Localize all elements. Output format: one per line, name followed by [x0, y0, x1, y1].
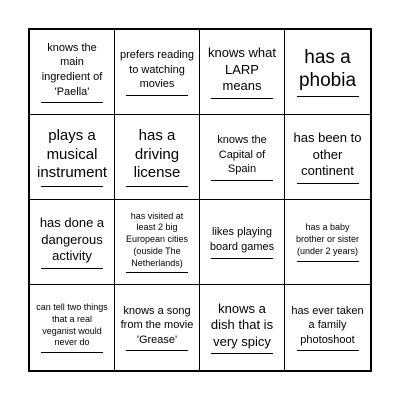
bingo-cell[interactable]	[200, 115, 285, 200]
answer-line	[297, 96, 359, 97]
cell-text: knows the Capital of Spain	[205, 133, 279, 181]
answer-line	[211, 180, 273, 181]
cell-text: has ever taken a family photoshoot	[290, 304, 365, 352]
answer-line	[126, 272, 188, 273]
cell-text: prefers reading to watching movies	[120, 48, 194, 96]
bingo-cell[interactable]	[115, 115, 200, 200]
cell-text: has a baby brother or sister (under 2 years)	[290, 222, 365, 261]
answer-line	[297, 350, 359, 351]
cell-text: has been to other continent	[290, 130, 365, 184]
answer-line	[41, 102, 103, 103]
cell-text: knows what LARP means	[205, 45, 279, 99]
bingo-cell[interactable]	[30, 30, 115, 115]
bingo-cell[interactable]	[30, 285, 115, 370]
answer-line	[126, 350, 188, 351]
bingo-cell[interactable]	[285, 200, 370, 285]
cell-text: knows a song from the movie 'Grease'	[120, 304, 194, 352]
bingo-cell[interactable]	[200, 200, 285, 285]
cell-text: has a driving license	[120, 127, 194, 187]
answer-line	[41, 186, 103, 187]
answer-line	[211, 353, 273, 354]
bingo-cell[interactable]	[115, 285, 200, 370]
answer-line	[41, 352, 103, 353]
bingo-cell[interactable]	[285, 285, 370, 370]
cell-text: has visited at least 2 big European cities (ouside The Netherlands)	[120, 211, 194, 273]
bingo-cell[interactable]	[200, 285, 285, 370]
answer-line	[211, 258, 273, 259]
cell-text: has a phobia	[290, 47, 365, 97]
cell-text: likes playing board games	[205, 225, 279, 258]
cell-text: can tell two things that a real veganist would never do	[35, 302, 109, 353]
answer-line	[41, 268, 103, 269]
bingo-cell[interactable]	[285, 115, 370, 200]
answer-line	[126, 95, 188, 96]
answer-line	[297, 261, 359, 262]
cell-text: knows the main ingredient of 'Paella'	[35, 41, 109, 103]
bingo-board	[28, 28, 372, 372]
cell-text: plays a musical instrument	[35, 127, 109, 187]
bingo-cell[interactable]	[30, 115, 115, 200]
cell-text: has done a dangerous activity	[35, 215, 109, 269]
answer-line	[126, 186, 188, 187]
bingo-cell[interactable]	[115, 200, 200, 285]
cell-text: knows a dish that is very spicy	[205, 301, 279, 355]
answer-line	[211, 98, 273, 99]
bingo-cell[interactable]	[285, 30, 370, 115]
bingo-cell[interactable]	[30, 200, 115, 285]
bingo-cell[interactable]	[200, 30, 285, 115]
answer-line	[297, 183, 359, 184]
bingo-cell[interactable]	[115, 30, 200, 115]
